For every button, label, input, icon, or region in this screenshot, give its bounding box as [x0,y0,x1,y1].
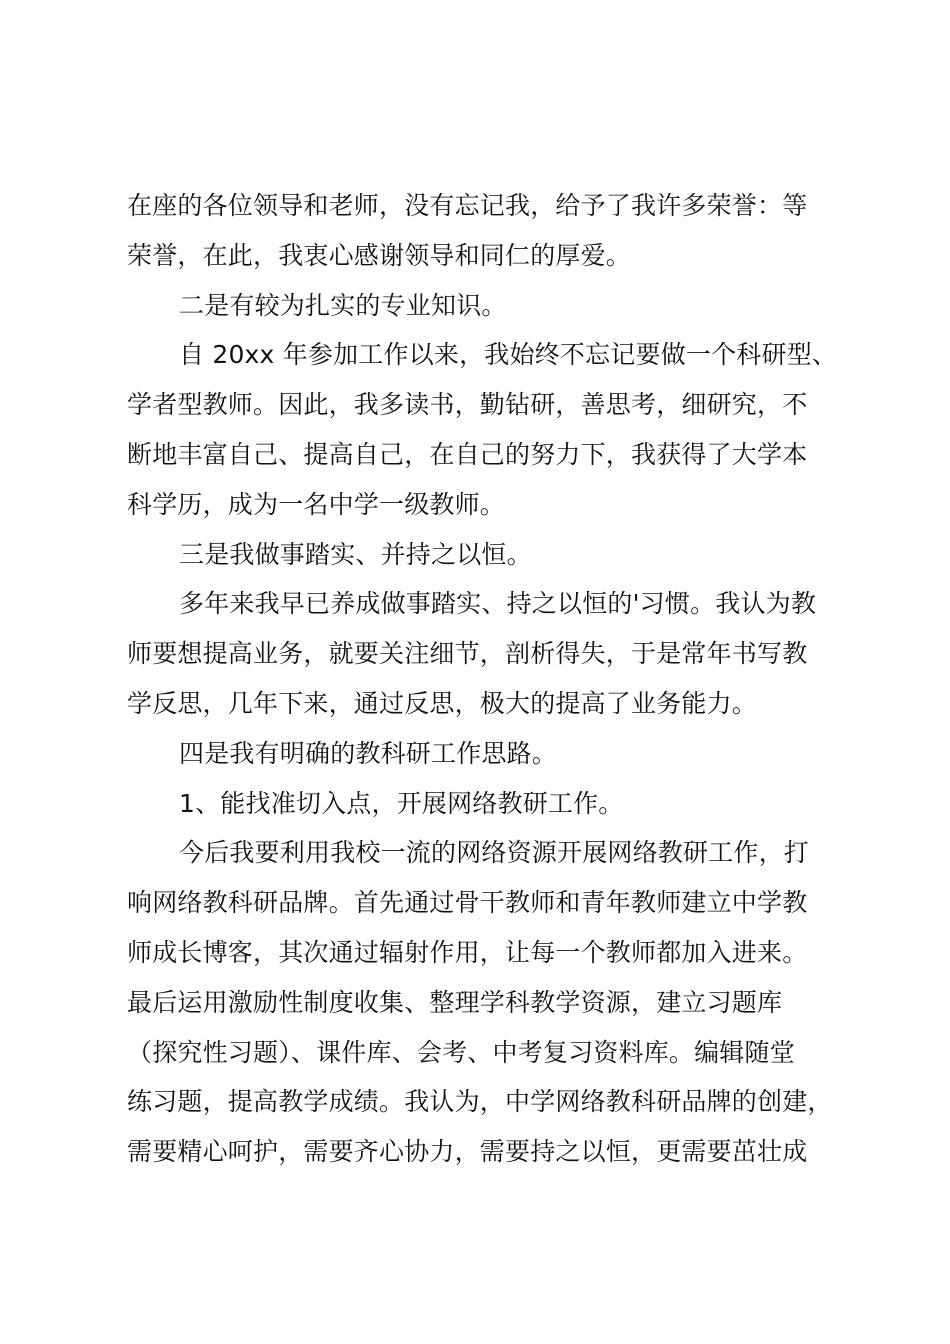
text-line: 四是我有明确的教科研工作思路。 [179,738,558,768]
text-line: 今后我要利用我校一流的网络资源开展网络教研工作，打 [179,838,810,868]
text-line: 断地丰富自己、提高自己，在自己的努力下，我获得了大学本 [127,439,808,469]
text-line: 响网络教科研品牌。首先通过骨干教师和青年教师建立中学教 [127,888,808,918]
text-line: 师成长博客，其次通过辐射作用，让每一个教师都加入进来。 [127,937,808,967]
text-line: 最后运用激励性制度收集、整理学科教学资源，建立习题库 [127,987,783,1017]
body-text [127,181,857,1177]
text-line: 三是我做事踏实、并持之以恒。 [179,539,532,569]
text-line: （探究性习题）、课件库、会考、中考复习资料库。编辑随堂 [127,1037,795,1067]
text-line: 在座的各位领导和老师，没有忘记我，给予了我许多荣誉：等 [127,191,808,220]
text-line: 多年来我早已养成做事踏实、持之以恒的'习惯。我认为教 [179,589,817,619]
text-line: 学反思，几年下来，通过反思，极大的提高了业务能力。 [127,688,758,718]
text-line: 1、能找准切入点，开展网络教研工作。 [179,788,624,818]
text-line: 科学历，成为一名中学一级教师。 [127,489,506,519]
text-line: 二是有较为扎实的专业知识。 [179,290,507,320]
text-line: 师要想提高业务，就要关注细节，剖析得失，于是常年书写教 [127,639,808,669]
text-line: 需要精心呵护，需要齐心协力，需要持之以恒，更需要茁壮成 [127,1137,808,1167]
text-line: 练习题，提高教学成绩。我认为，中学网络教科研品牌的创建， [127,1087,833,1117]
text-line: 学者型教师。因此，我多读书，勤钻研，善思考，细研究，不 [127,390,808,420]
text-line: 自 20xx 年参加工作以来，我始终不忘记要做一个科研型、 [179,340,838,370]
text-line: 荣誉，在此，我衷心感谢领导和同仁的厚爱。 [127,240,632,270]
